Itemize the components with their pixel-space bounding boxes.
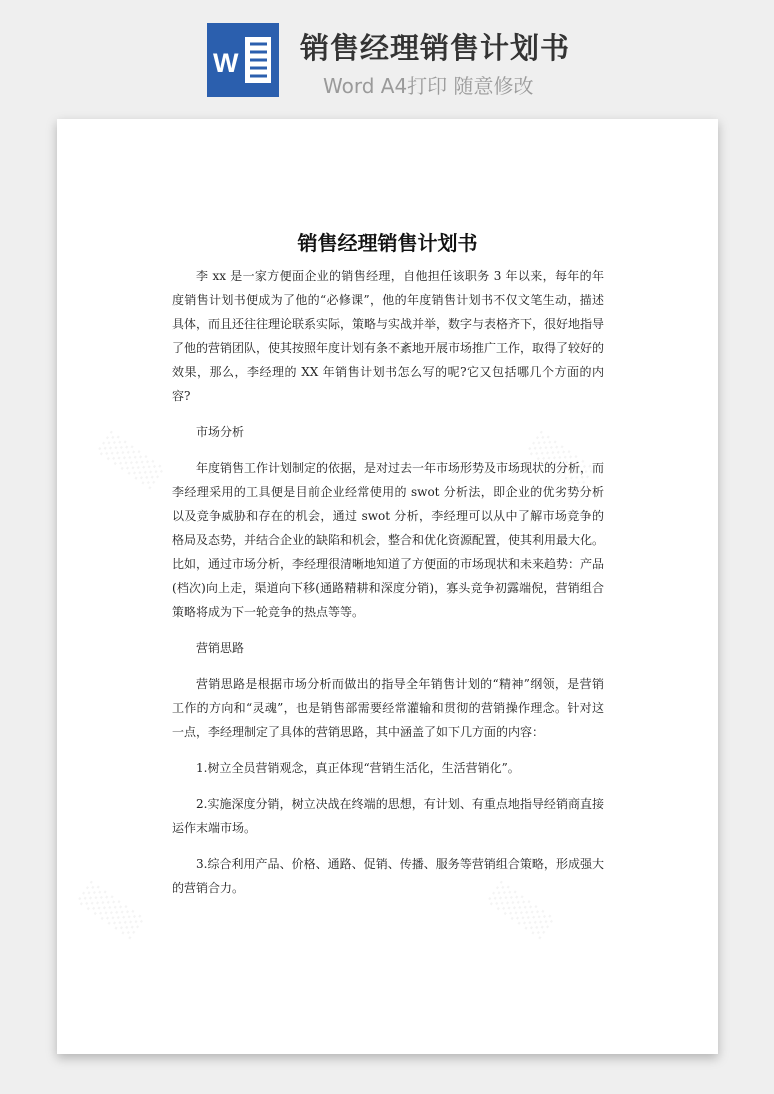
watermark: ░░░░ — [75, 881, 146, 942]
watermark: ░░░░ — [525, 431, 596, 492]
word-icon-letter: W — [213, 48, 239, 78]
section-heading-market-analysis: 市场分析 — [196, 425, 245, 439]
list-item-1: 1.树立全员营销观念，真正体现“营销生活化，生活营销化”。 — [196, 761, 520, 775]
list-item-2: 2.实施深度分销，树立决战在终端的思想，有计划、有重点地指导经销商直接运作末端市场。 — [172, 797, 604, 835]
watermark: ░░░░ — [485, 881, 556, 942]
word-icon — [207, 23, 279, 97]
header-title: 销售经理销售计划书 — [300, 31, 571, 65]
paragraph-intro: 李 xx 是一家方便面企业的销售经理，自他担任该职务 3 年以来，每年的年度销售计划书便成为了他的“必修课”，他的年度销售计划书不仅文笔生动，描述具体，而且还往往理论联系实际，策略与实战并举，数字与表格齐下，很好地指导了他的营销团队，使其按照年度计划有条不紊地开展市场推广工作，取得了较好的效果，那么，李经理的 XX 年销售计划书怎么写的呢?它又包括哪几个方面的内容? — [172, 269, 605, 403]
list-item-3: 3.综合利用产品、价格、通路、促销、传播、服务等营销组合策略，形成强大的营销合力。 — [172, 857, 604, 895]
document-body — [172, 264, 604, 912]
header-subtitle: Word A4打印 随意修改 — [323, 74, 534, 98]
paragraph-marketing-ideas: 营销思路是根据市场分析而做出的指导全年销售计划的“精神”纲领，是营销工作的方向和“灵魂”，也是销售部需要经常灌输和贯彻的营销操作理念。针对这一点，李经理制定了具体的营销思路，其中涵盖了如下几方面的内容： — [172, 677, 604, 739]
section-heading-marketing-ideas: 营销思路 — [196, 641, 245, 655]
watermark: ░░░░ — [95, 431, 166, 492]
paragraph-market-analysis: 年度销售工作计划制定的依据，是对过去一年市场形势及市场现状的分析，而李经理采用的工具便是目前企业经常使用的 swot 分析法，即企业的优劣势分析以及竞争威胁和存在的机会，通过 swot 分析，李经理可以从中了解市场竞争的格局及态势，并结合企业的缺陷和机会，整合和优化资源配置，使其利用最大化。比如，通过市场分析，李经理很清晰地知道了方便面的市场现状和未来趋势：产品(档次)向上走，渠道向下移(通路精耕和深度分销)，寡头竞争初露端倪，营销组合策略将成为下一轮竞争的热点等等。 — [172, 461, 605, 619]
page-header — [0, 0, 774, 118]
document-title: 销售经理销售计划书 — [297, 231, 478, 255]
document-page — [57, 119, 718, 1054]
